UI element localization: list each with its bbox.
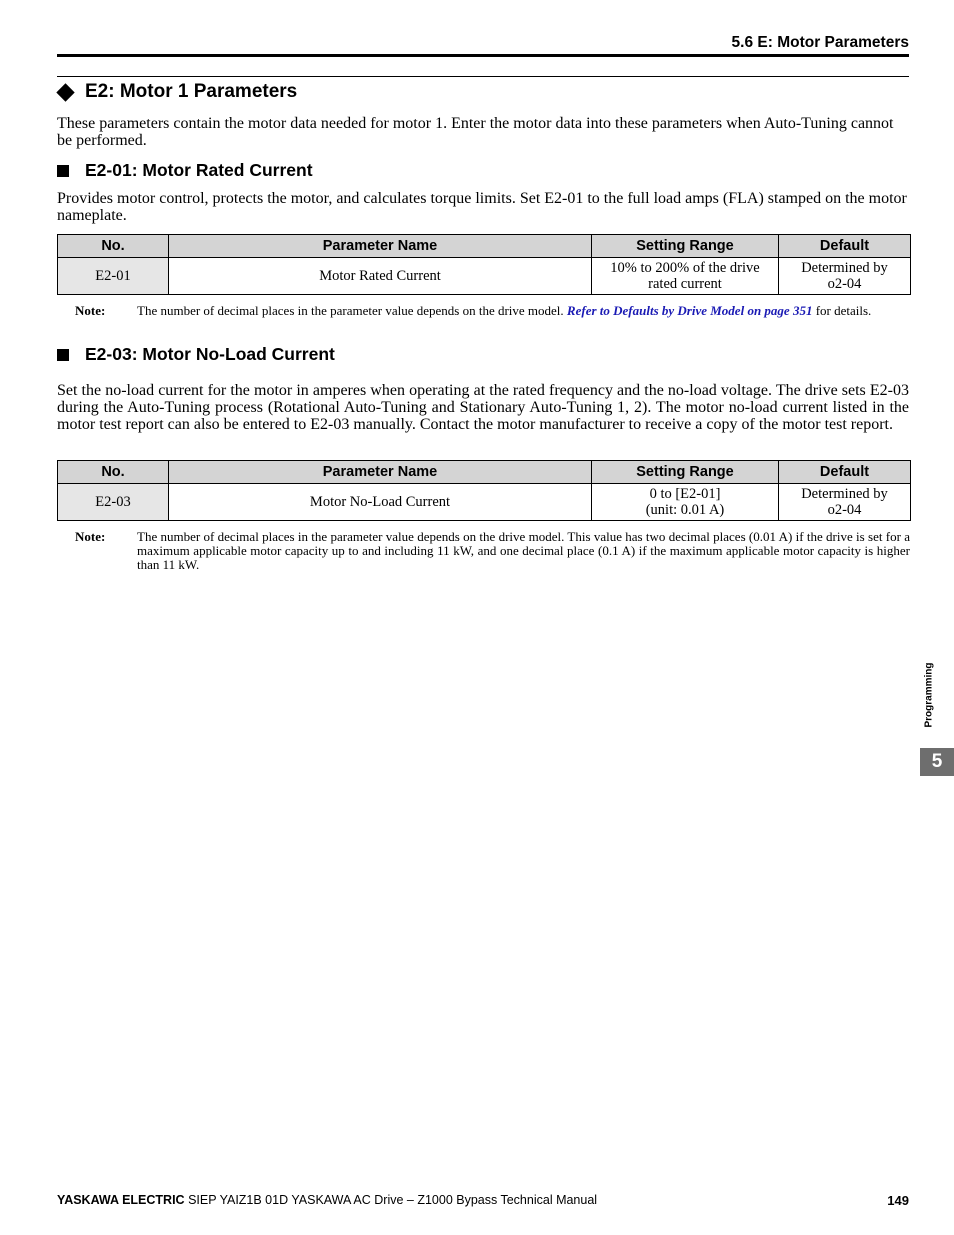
chapter-side-label	[919, 655, 939, 735]
e2-03-table	[57, 460, 911, 521]
col-header-range: Setting Range	[592, 235, 779, 258]
footer-doc: SIEP YAIZ1B 01D YASKAWA AC Drive – Z1000 Bypass Technical Manual	[188, 1193, 598, 1207]
cell-default-line2: o2-04	[827, 502, 862, 518]
header-rule-thin	[57, 76, 909, 77]
section-title: E2: Motor 1 Parameters	[85, 81, 298, 102]
col-header-name: Parameter Name	[169, 461, 592, 484]
note-text: The number of decimal places in the parameter value depends on the drive model. This value has two decimal places (0.01 A) if the drive is set for a maximum applicable motor capacity up to and including 11 kW, and one decimal place (0.1 A) if the maximum applicable motor capacity is higher than 11 kW.	[137, 529, 910, 572]
footer-brand: YASKAWA ELECTRIC	[57, 1193, 185, 1207]
cell-range-line1: 0 to [E2-01]	[649, 486, 721, 502]
chapter-label: Programming	[923, 662, 935, 728]
note-tail: for details.	[815, 303, 872, 318]
cell-range-line2: rated current	[648, 276, 722, 292]
cell-default-line2: o2-04	[827, 276, 862, 292]
defaults-by-drive-model-link[interactable]: Refer to Defaults by Drive Model on page 351	[566, 303, 813, 318]
cell-default	[779, 484, 911, 521]
col-header-no: No.	[58, 461, 169, 484]
note-text-block	[137, 304, 910, 318]
note-text: The number of decimal places in the parameter value depends on the drive model.	[137, 303, 564, 318]
e2-01-note	[75, 304, 910, 334]
cell-default-line1: Determined by	[801, 486, 888, 502]
cell-no: E2-03	[58, 484, 169, 521]
e2-01-description: Provides motor control, protects the motor, and calculates torque limits. Set E2-01 to the full load amps (FLA) stamped on the motor nameplate.	[57, 190, 907, 224]
cell-default-line1: Determined by	[801, 260, 888, 276]
section-intro: These parameters contain the motor data needed for motor 1. Enter the motor data into these parameters when Auto-Tuning cannot be performed.	[57, 115, 894, 149]
e2-03-title: E2-03: Motor No-Load Current	[85, 344, 335, 364]
col-header-default: Default	[779, 235, 911, 258]
e2-03-description: Set the no-load current for the motor in amperes when operating at the rated frequency and the no-load voltage. The drive sets E2-03 during the Auto-Tuning process (Rotational Auto-Tuning and Stationary Auto-Tuning 1, 2). The motor no-load current listed in the motor test report can also be entered to E2-03 manually. Contact the motor manufacturer to receive a copy of the motor test report.	[57, 382, 909, 433]
e2-03-note	[75, 530, 910, 574]
square-bullet-icon	[57, 165, 69, 177]
cell-range	[592, 484, 779, 521]
footer	[57, 1193, 597, 1207]
e2-01-table	[57, 234, 911, 295]
e2-01-heading	[57, 160, 313, 181]
diamond-bullet-icon	[56, 83, 74, 101]
header-section-title: 5.6 E: Motor Parameters	[731, 34, 909, 51]
table-row	[58, 258, 911, 295]
chapter-number-tab: 5	[920, 748, 954, 776]
square-bullet-icon	[57, 349, 69, 361]
e2-01-title: E2-01: Motor Rated Current	[85, 160, 313, 180]
table-header-row	[58, 235, 911, 258]
col-header-default: Default	[779, 461, 911, 484]
table-row	[58, 484, 911, 521]
col-header-no: No.	[58, 235, 169, 258]
section-heading	[57, 81, 297, 103]
table-header-row	[58, 461, 911, 484]
cell-range-line1: 10% to 200% of the drive	[610, 260, 760, 276]
cell-name: Motor No-Load Current	[169, 484, 592, 521]
cell-range-line2: (unit: 0.01 A)	[645, 502, 725, 518]
col-header-range: Setting Range	[592, 461, 779, 484]
col-header-name: Parameter Name	[169, 235, 592, 258]
note-label: Note:	[75, 529, 106, 544]
note-label: Note:	[75, 303, 106, 318]
cell-name: Motor Rated Current	[169, 258, 592, 295]
cell-default	[779, 258, 911, 295]
header-rule-thick	[57, 54, 909, 57]
cell-no: E2-01	[58, 258, 169, 295]
cell-range	[592, 258, 779, 295]
page-number: 149	[887, 1193, 909, 1208]
e2-03-heading	[57, 344, 335, 365]
